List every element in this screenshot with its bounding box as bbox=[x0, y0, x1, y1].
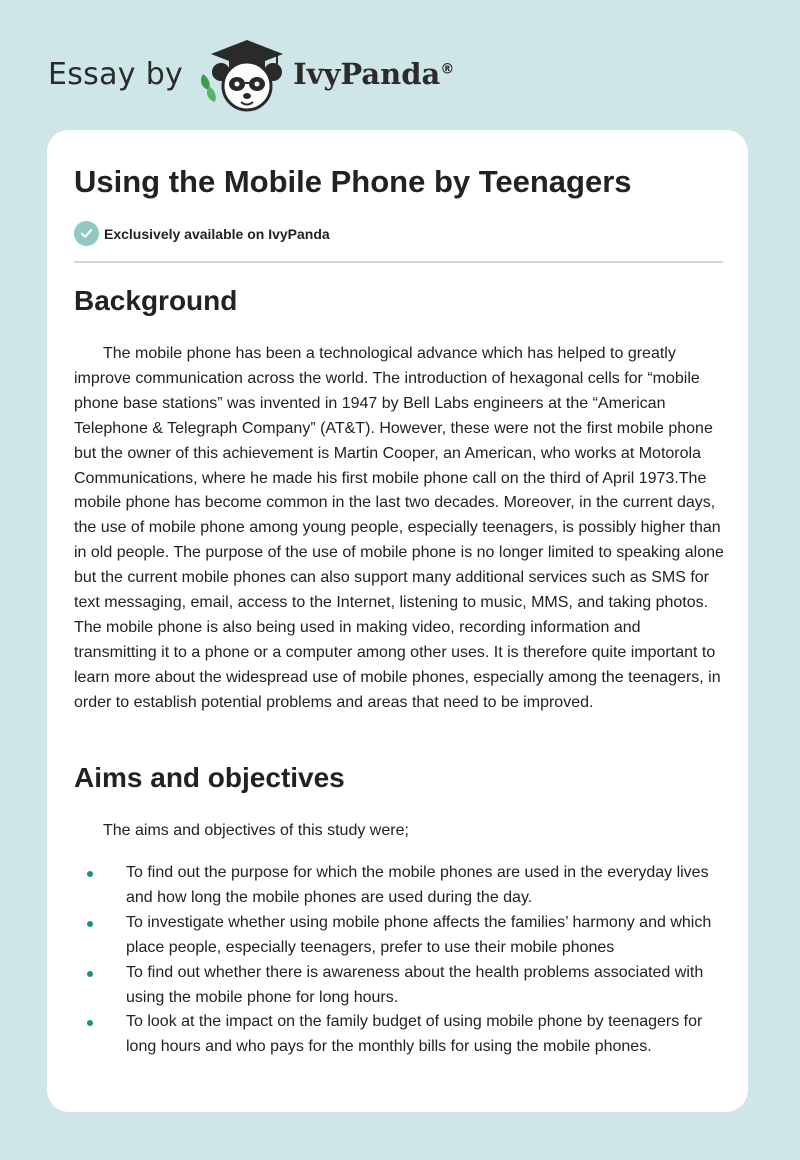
brand-prefix: Essay by bbox=[48, 56, 184, 92]
bullet-icon bbox=[87, 871, 93, 877]
list-item bbox=[74, 1010, 723, 1060]
exclusive-badge-label: Exclusively available on IvyPanda bbox=[104, 225, 330, 242]
list-item-text: To find out the purpose for which the mobile phones are used in the everyday lives and how long the mobile phones are used during the day. bbox=[126, 864, 709, 906]
background-paragraph: The mobile phone has been a technological advance which has helped to greatly improve communication across the world. The introduction of hexagonal cells for “mobile phone base stations” was invented in 1947 by Bell Labs engineers at the “American Telephone & Telegraph Company” (AT&T). However, these were not the first mobile phone but the owner of this achievement is Martin Cooper, an American, who works at Motorola Communications, where he made his first mobile phone call on the third of April 1973.The mobile phone has become common in the last two decades. Moreover, in the current days, the use of mobile phone among young people, especially teenagers, is possibly higher than in old people. The purpose of the use of mobile phone is no longer limited to speaking alone but the current mobile phones can also support many additional services such as SMS for text messaging, email, access to the Internet, listening to music, MMS, and taking photos. The mobile phone is also being used in making video, recording information and transmitting it to a phone or a computer among other uses. It is therefore quite important to learn more about the widespread use of mobile phones, especially among the teenagers, in order to establish potential problems and areas that need to be improved. bbox=[74, 345, 724, 711]
aims-intro-paragraph: The aims and objectives of this study were; bbox=[103, 822, 409, 839]
list-item bbox=[74, 961, 723, 1011]
list-item-text: To investigate whether using mobile phone affects the families’ harmony and which place people, especially teenagers, prefer to use their mobile phones bbox=[126, 913, 712, 956]
check-icon bbox=[74, 221, 99, 246]
site-logo[interactable] bbox=[48, 34, 454, 114]
list-item bbox=[74, 911, 723, 961]
brand-name: IvyPanda® bbox=[293, 57, 455, 91]
bullet-icon bbox=[87, 1020, 93, 1026]
aims-list bbox=[74, 861, 723, 1060]
list-item-text: To look at the impact on the family budget of using mobile phone by teenagers for long hours and who pays for the monthly bills for using the mobile phones. bbox=[126, 1013, 703, 1056]
section-heading-background: Background bbox=[74, 285, 238, 316]
bullet-icon bbox=[87, 921, 93, 927]
list-item-text: To find out whether there is awareness about the health problems associated with using the mobile phone for long hours. bbox=[126, 963, 704, 1006]
list-item bbox=[74, 861, 723, 911]
exclusive-badge bbox=[74, 221, 330, 246]
bullet-icon bbox=[87, 971, 93, 977]
page-title: Using the Mobile Phone by Teenagers bbox=[74, 164, 632, 199]
essay-card bbox=[47, 130, 748, 1112]
registered-mark: ® bbox=[440, 61, 455, 78]
section-heading-aims: Aims and objectives bbox=[74, 762, 345, 793]
panda-logo-icon bbox=[197, 34, 289, 114]
divider bbox=[74, 261, 723, 263]
